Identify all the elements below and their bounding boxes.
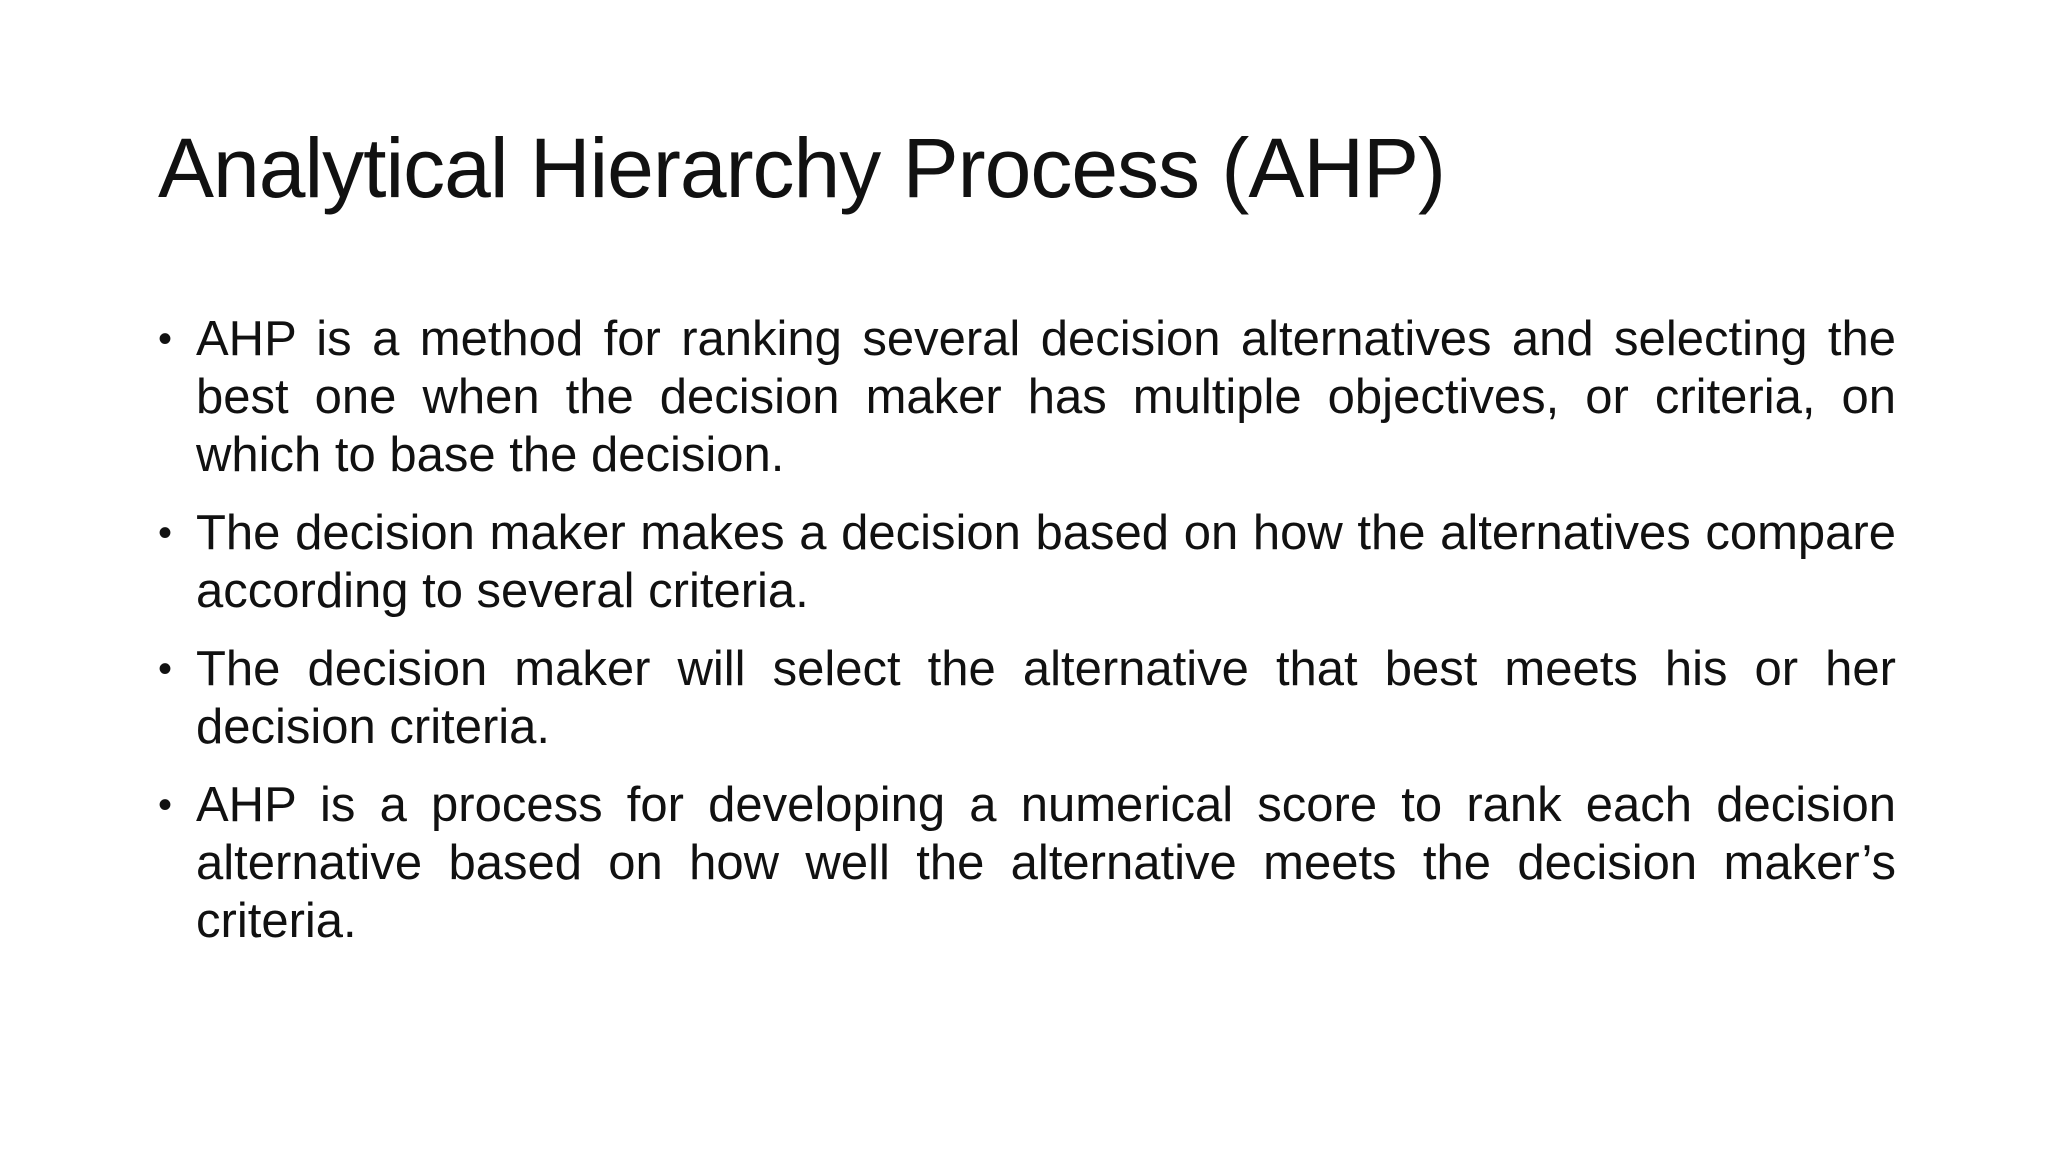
bullet-item bbox=[158, 504, 1896, 620]
bullet-item bbox=[158, 776, 1896, 950]
bullet-text: The decision maker makes a decision based on how the alternatives compare according to several criteria. bbox=[196, 506, 1896, 618]
bullet-item bbox=[158, 640, 1896, 756]
bullet-marker: • bbox=[158, 511, 173, 555]
bullet-text: AHP is a method for ranking several decision alternatives and selecting the best one when the decision maker has multiple objectives, or criteria, on which to base the decision. bbox=[196, 312, 1896, 482]
bullet-text: The decision maker will select the alternative that best meets his or her decision criteria. bbox=[196, 642, 1896, 754]
bullet-marker: • bbox=[158, 317, 173, 361]
bullet-marker: • bbox=[158, 783, 173, 827]
bullet-item bbox=[158, 310, 1896, 484]
slide-title: Analytical Hierarchy Process (AHP) bbox=[158, 121, 1446, 215]
bullet-marker: • bbox=[158, 647, 173, 691]
bullet-list bbox=[158, 310, 1896, 970]
bullet-text: AHP is a process for developing a numerical score to rank each decision alternative based on how well the alternative meets the decision maker’s criteria. bbox=[196, 778, 1896, 948]
